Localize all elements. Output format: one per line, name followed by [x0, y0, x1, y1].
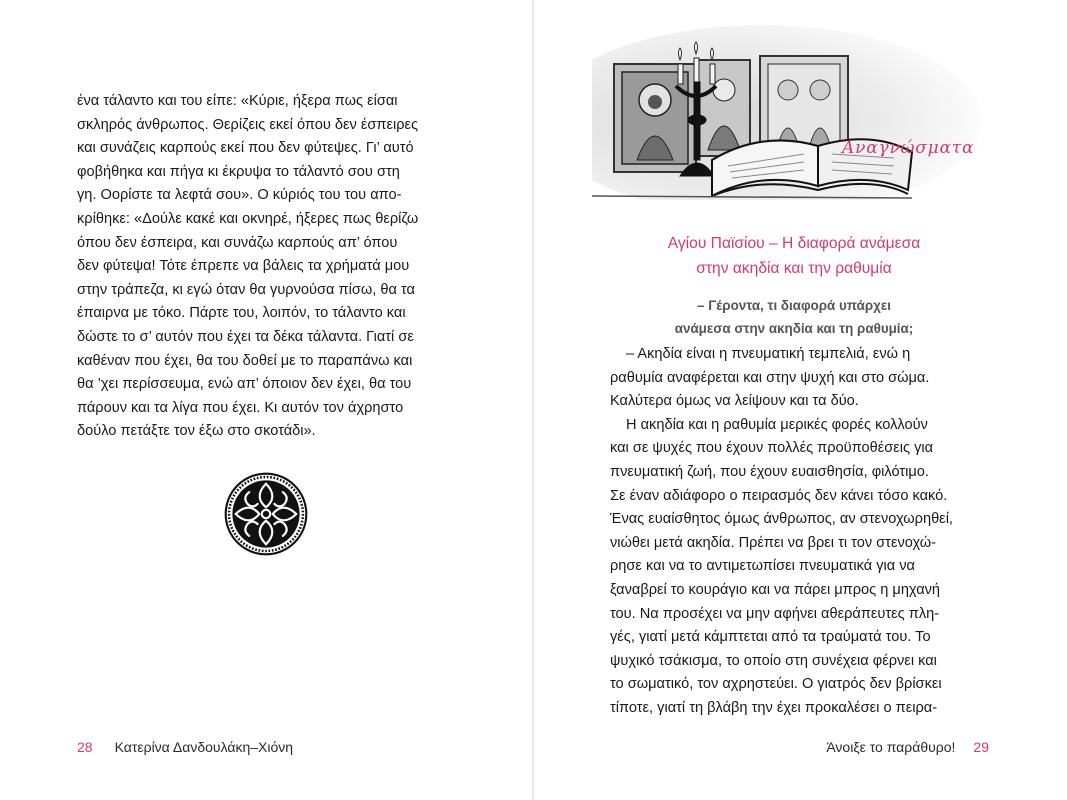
text-line: ψυχικό τσάκισμα, το οποίο στη συνέχεια φέρνει και — [610, 652, 937, 669]
text-line: του. Να προσέχει να μην αφήνει αθεράπευτες πλη- — [610, 605, 940, 622]
text-line: φοβήθηκα και πήγα κι έκρυψα το τάλαντό σου στη — [77, 163, 400, 180]
text-line: τίποτε, γιατί τη βλάβη την έχει προκαλέσει ο πειρα- — [610, 699, 938, 716]
left-body-text — [77, 90, 455, 444]
text-line: – Ακηδία είναι η πνευματική τεμπελιά, ενώ η — [626, 346, 911, 362]
page-number: 29 — [973, 739, 989, 755]
chapter-title-line: Αγίου Παϊσίου – Η διαφορά ανάμεσα — [667, 235, 921, 252]
text-line: θα ’χει περίσσευμα, ενώ απ’ όποιον δεν έχει, θα του — [77, 376, 412, 393]
text-line: δούλο πετάξτε τον έξω στο σκοτάδι». — [77, 423, 316, 440]
running-title: Άνοιξε το παράθυρο! — [826, 739, 956, 755]
right-footer — [826, 739, 989, 755]
section-label: Αναγνώσματα — [842, 138, 975, 158]
text-line: και σε ψυχές που έχουν πολλές προϋποθέσεις για — [610, 440, 934, 457]
paragraph — [610, 343, 990, 414]
text-line: Καλύτερα όμως να λείψουν και τα δύο. — [610, 393, 859, 410]
text-line: γη. Οορίστε τα λεφτά σου». Ο κύριός του του απο- — [77, 187, 402, 204]
text-line: έπαιρνα με τόκο. Πάρτε του, λοιπόν, το τάλαντο και — [77, 305, 406, 322]
text-line: σκληρός άνθρωπος. Θερίζεις εκεί όπου δεν έσπειρες — [77, 116, 419, 133]
right-body-text — [610, 343, 990, 721]
text-line: πάρουν και τα λίγα που έχει. Κι αυτόν τον άχρηστο — [77, 399, 404, 416]
text-line: ραθυμία αναφέρεται και στην ψυχή και στο σώμα. — [610, 369, 930, 386]
question-line: – Γέροντα, τι διαφορά υπάρχει — [697, 298, 891, 313]
text-line: ρησε και να το αντιμετωπίσει πνευματικά για να — [610, 558, 915, 575]
left-page — [0, 0, 533, 800]
left-footer — [77, 739, 293, 755]
text-line: πνευματική ζωή, που έχουν ευαισθησία, φιλότιμο. — [610, 463, 929, 480]
paragraph — [610, 414, 990, 721]
text-line: Η ακηδία και η ραθυμία μερικές φορές κολλούν — [626, 416, 928, 433]
text-line: Ένας ευαίσθητος όμως άνθρωπος, αν στενοχωρηθεί, — [610, 511, 953, 528]
icons-candelabra-book-illustration — [592, 20, 1067, 200]
text-line: κρίθηκε: «Δούλε κακέ και οκνηρέ, ήξερες πως θερίζω — [77, 210, 419, 227]
page-number: 28 — [77, 739, 93, 755]
text-line: δώστε το σ’ αυτόν που έχει τα δέκα τάλαντα. Γιατί σε — [77, 328, 414, 345]
dialogue-question — [594, 294, 994, 340]
ornament-icon — [224, 472, 308, 556]
question-line: ανάμεσα στην ακηδία και τη ραθυμία; — [674, 321, 914, 336]
text-line: καθέναν που έχει, θα του δοθεί με το παραπάνω και — [77, 352, 413, 369]
text-line: και συνάζεις καρπούς εκεί που δεν φύτεψες. Γι’ αυτό — [77, 140, 414, 157]
text-line: όπου δεν έσπειρα, και συνάζω καρπούς απ’ όπου — [77, 234, 398, 251]
text-line: γές, γιατί μετά κάμπτεται από τα τραύματά του. Το — [610, 629, 931, 646]
text-line: ξαναβρεί το κουράγιο και να πάρει μπρος η μηχανή — [610, 581, 941, 598]
chapter-title-line: στην ακηδία και την ραθυμία — [696, 260, 892, 277]
chapter-title — [594, 231, 994, 281]
text-line: το σωματικό, τον αχρηστεύει. Ο γιατρός δεν βρίσκει — [610, 676, 942, 693]
text-line: στην τράπεζα, κι εγώ όταν θα γυρνούσα πίσω, θα τα — [77, 281, 415, 298]
text-line: δεν φύτεψα! Τότε έπρεπε να βάλεις τα χρήματά μου — [77, 258, 410, 275]
text-line: ένα τάλαντο και του είπε: «Κύριε, ήξερα πως είσαι — [77, 93, 398, 109]
text-line: Σε έναν αδιάφορο ο πειρασμός δεν κάνει τόσο κακό. — [610, 487, 948, 504]
text-line: νιώθει μετά ακηδία. Πρέπει να βρει τι τον στενοχώ- — [610, 534, 936, 551]
running-author: Κατερίνα Δανδουλάκη–Χιόνη — [114, 739, 294, 755]
right-page — [534, 0, 1067, 800]
